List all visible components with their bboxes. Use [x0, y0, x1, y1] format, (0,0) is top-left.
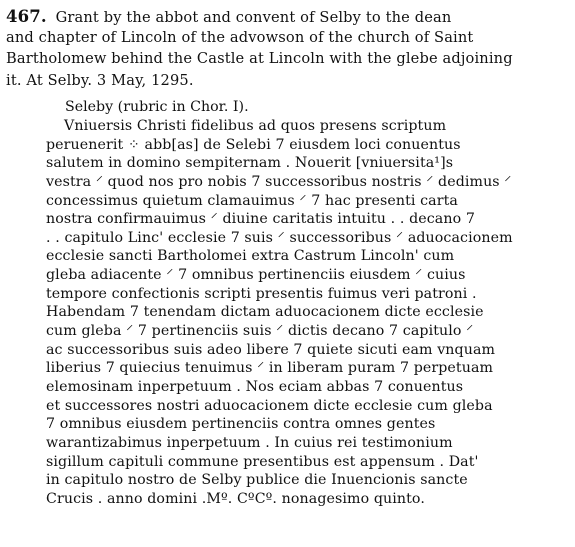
text-line: salutem in domino sempiternam . Nouerit [vniuersita¹]s — [46, 155, 454, 172]
text-line: ac successoribus suis adeo libere 7 quiete sicuti eam vnquam — [46, 341, 496, 358]
text-line: concessimus quietum clamauimus ⸍ 7 hac presenti carta — [46, 192, 458, 209]
charter-text — [46, 117, 568, 508]
text-line: liberius 7 quiecius tenuimus ⸍ in liberam puram 7 perpetuam — [46, 360, 494, 377]
text-line: nostra confirmauimus ⸍ diuine caritatis intuitu . . decano 7 — [46, 211, 475, 228]
text-line: ecclesie sancti Bartholomei extra Castrum Lincoln' cum — [46, 248, 455, 265]
text-line: warantizabimus inperpetuum . In cuius rei testimonium — [46, 434, 453, 451]
entry-number: 467. — [6, 7, 47, 26]
text-line: sigillum capituli commune presentibus est appensum . Dat' — [46, 453, 479, 470]
text-line: gleba adiacente ⸍ 7 omnibus pertinenciis eiusdem ⸍ cuius — [46, 267, 466, 284]
text-line: peruenerit ⁘ abb[as] de Selebi 7 eiusdem loci conuentus — [46, 136, 461, 153]
heading-text-1: Grant by the abbot and convent of Selby to the dean — [55, 9, 452, 26]
text-line: cum gleba ⸍ 7 pertinenciis suis ⸍ dictis decano 7 capitulo ⸍ — [46, 323, 474, 340]
rubric-note: Seleby (rubric in Chor. I). — [65, 99, 249, 115]
text-line: elemosinam inperpetuum . Nos eciam abbas 7 conuentus — [46, 378, 464, 395]
heading-line-3: Bartholomew behind the Castle at Lincoln with the glebe adjoining — [6, 50, 513, 68]
text-line: Habendam 7 tenendam dictam aduocacionem dicte ecclesie — [46, 304, 484, 321]
text-line: in capitulo nostro de Selby publice die Inuencionis sancte — [46, 472, 468, 489]
text-line: tempore confectionis scripti presentis fuimus veri patroni . — [46, 285, 477, 302]
text-line: 7 omnibus eiusdem pertinenciis contra omnes gentes — [46, 416, 436, 433]
heading-line-2: and chapter of Lincoln of the advowson of the church of Saint — [6, 29, 474, 47]
text-line: Vniuersis Christi fidelibus ad quos presens scriptum — [64, 118, 447, 134]
entry-heading — [6, 6, 568, 91]
text-line: vestra ⸍ quod nos pro nobis 7 successoribus nostris ⸍ dedimus ⸍ — [46, 173, 512, 190]
heading-line-4: it. At Selby. 3 May, 1295. — [6, 71, 194, 89]
text-line: Crucis . anno domini .Mº. CºCº. nonagesimo quinto. — [46, 490, 425, 507]
text-line: et successores nostri aduocacionem dicte ecclesie cum gleba — [46, 397, 493, 414]
text-line: . . capitulo Linc' ecclesie 7 suis ⸍ successoribus ⸍ aduocacionem — [46, 229, 513, 246]
heading-line-1 — [6, 6, 568, 27]
